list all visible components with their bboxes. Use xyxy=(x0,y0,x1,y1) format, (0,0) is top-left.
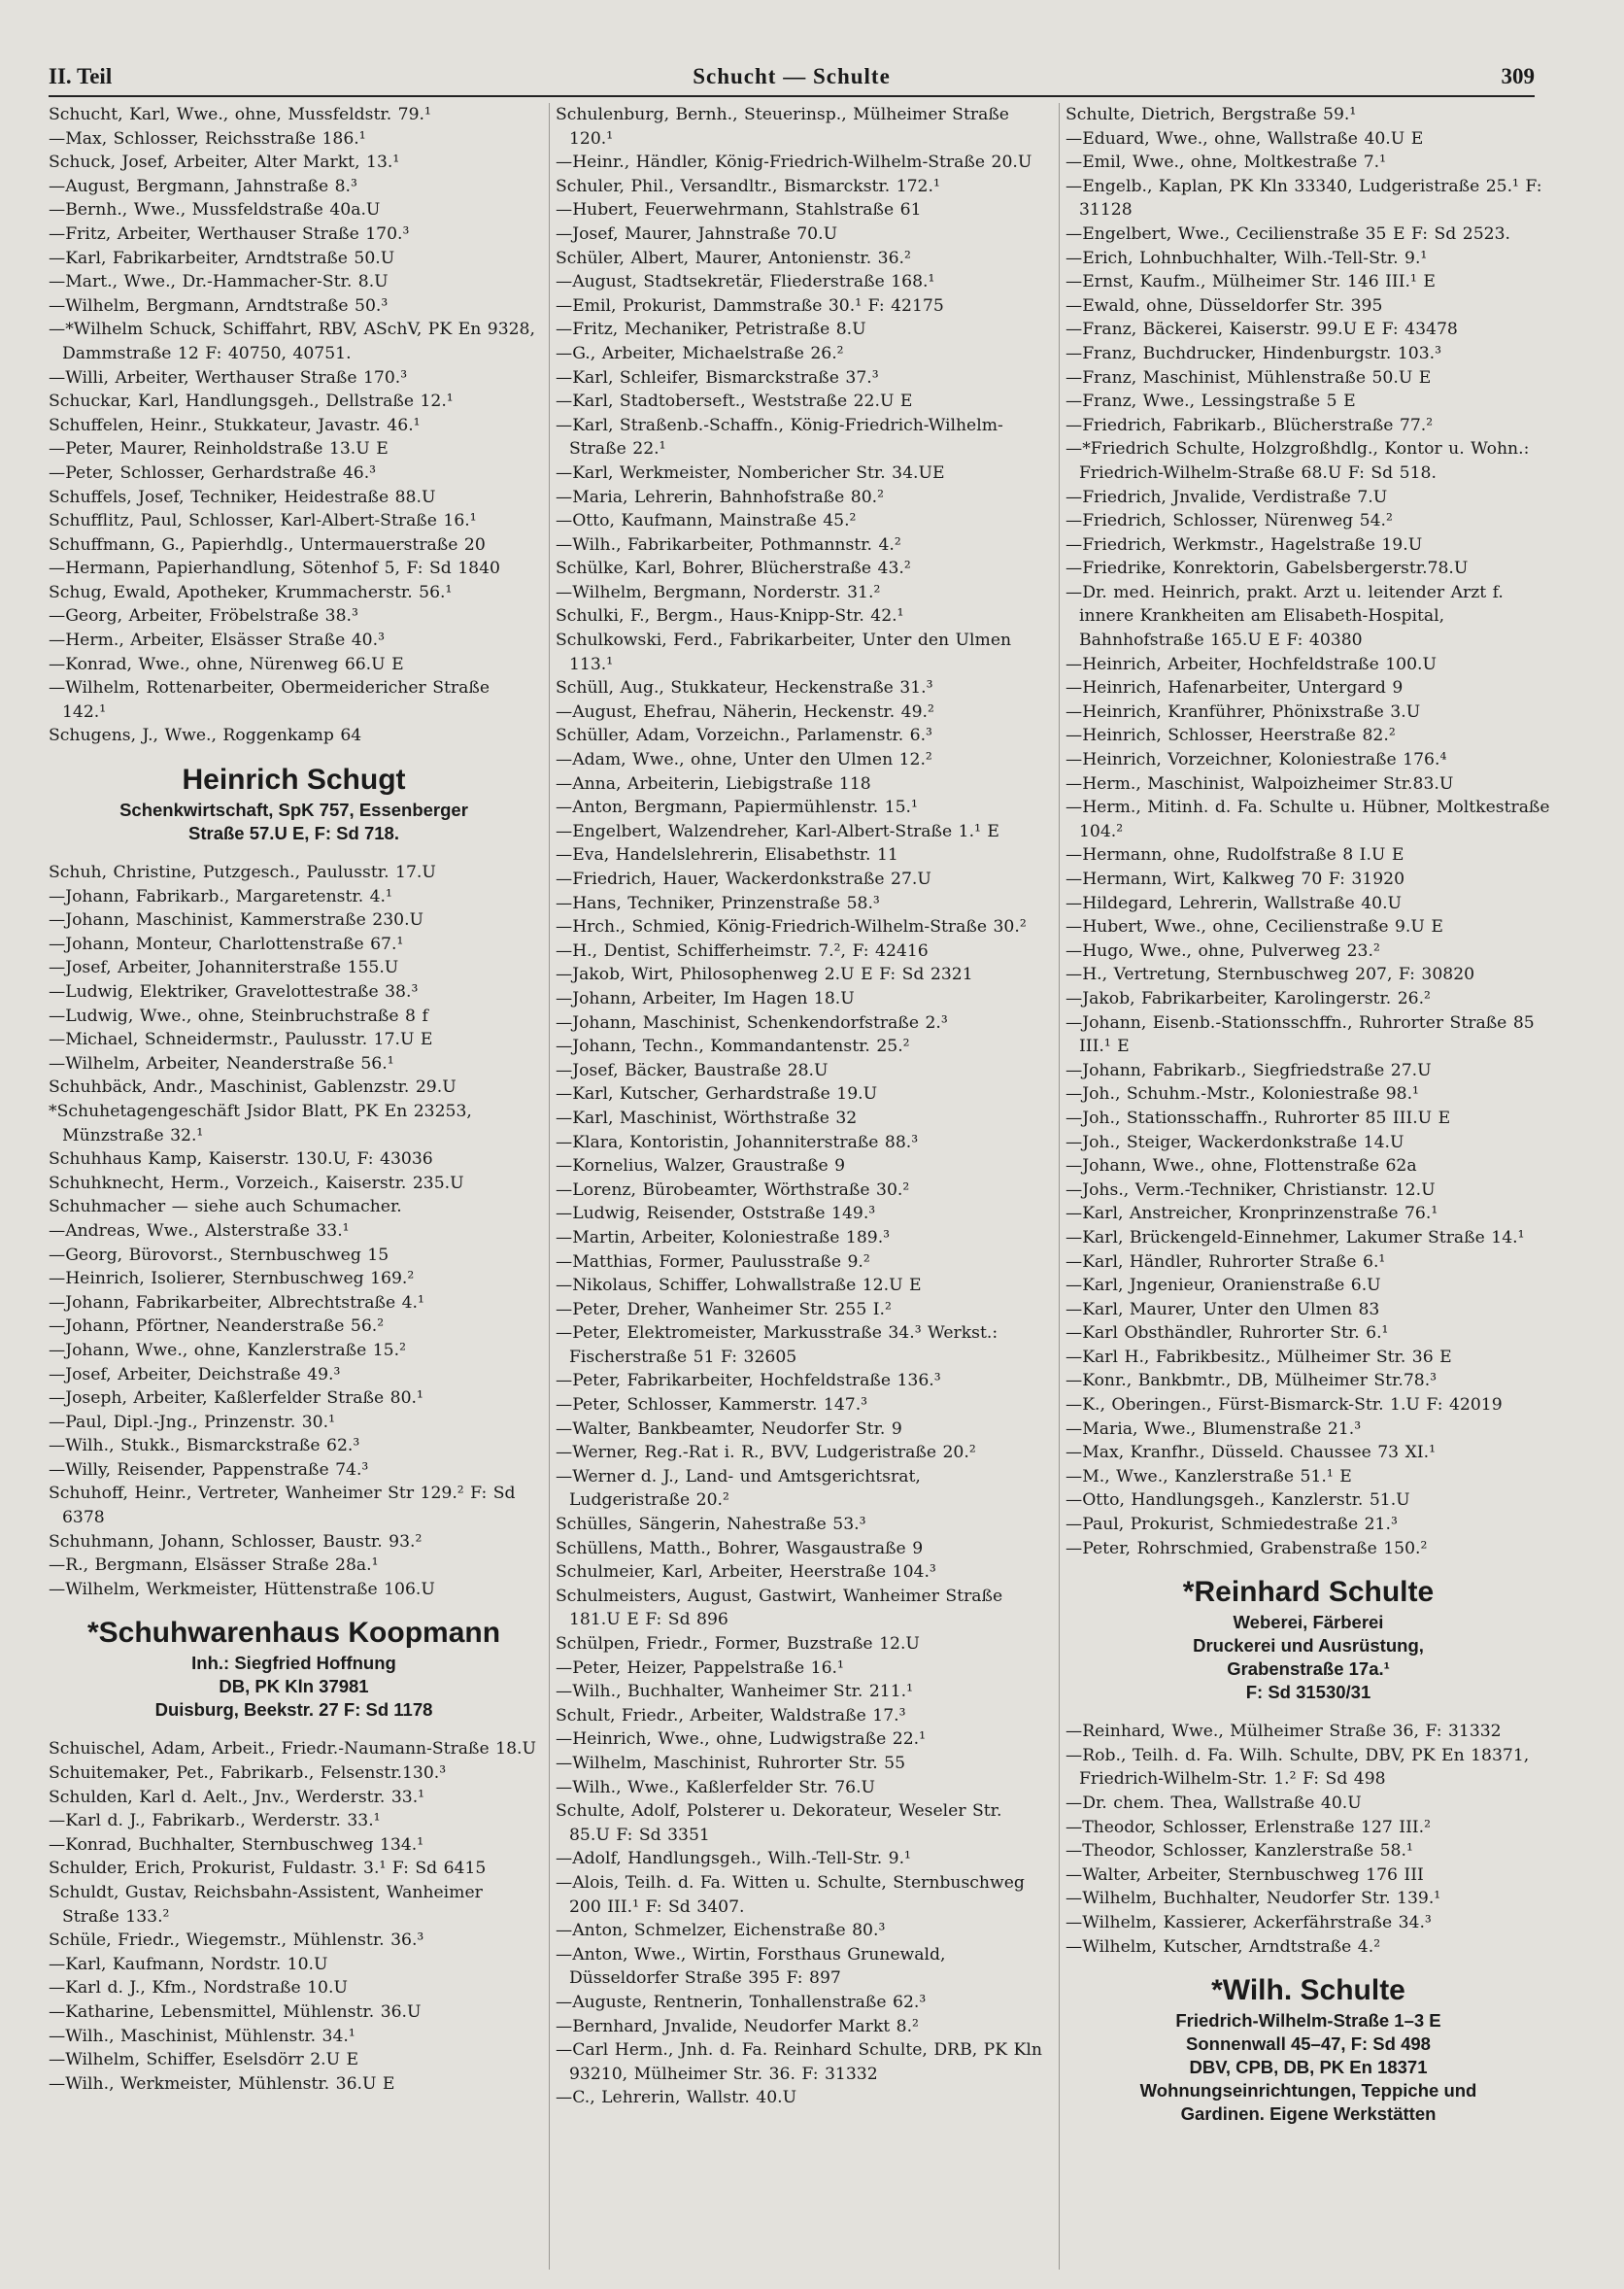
directory-entry: —Johs., Verm.-Techniker, Christianstr. 12.U xyxy=(1066,1179,1436,1200)
directory-entry: —Jakob, Wirt, Philosophenweg 2.U E F: Sd 2321 xyxy=(556,965,973,985)
directory-entry: —Werner, Reg.-Rat i. R., BVV, Ludgeristraße 20.² xyxy=(556,1443,976,1463)
advertisement-line: Schenkwirtschaft, SpK 757, Essenberger xyxy=(119,800,468,821)
directory-entry: —Fritz, Mechaniker, Petristraße 8.U xyxy=(556,320,866,340)
directory-entry: Schuldt, Gustav, Reichsbahn-Assistent, Wanheimer Straße 133.² xyxy=(49,1883,483,1927)
advertisement-title: Heinrich Schugt xyxy=(182,764,406,797)
directory-entry: —Hermann, Papierhandlung, Sötenhof 5, F: Sd 1840 xyxy=(49,559,500,579)
directory-entry: Schüler, Albert, Maurer, Antonienstr. 36.² xyxy=(556,248,911,268)
directory-entry: —Max, Schlosser, Reichsstraße 186.¹ xyxy=(49,128,366,149)
directory-entry: Schulmeier, Karl, Arbeiter, Heerstraße 104.³ xyxy=(556,1562,936,1583)
directory-entry: —Friedrich, Jnvalide, Verdistraße 7.U xyxy=(1066,487,1388,507)
directory-entry: —Johann, Maschinist, Kammerstraße 230.U xyxy=(49,910,424,931)
directory-entry: —Ewald, ohne, Düsseldorfer Str. 395 xyxy=(1066,295,1383,316)
advertisement-title: *Wilh. Schulte xyxy=(1211,1974,1405,2007)
directory-entry: —Max, Kranfhr., Düsseld. Chaussee 73 XI.¹ xyxy=(1066,1443,1436,1463)
directory-entry: Schuitemaker, Pet., Fabrikarb., Felsenstr.130.³ xyxy=(49,1763,447,1784)
directory-entry: —August, Ehefrau, Näherin, Heckenstr. 49.² xyxy=(556,701,934,722)
directory-entry: —Klara, Kontoristin, Johanniterstraße 88.³ xyxy=(556,1132,919,1152)
advertisement-line: F: Sd 31530/31 xyxy=(1245,1682,1371,1703)
directory-entry: —Andreas, Wwe., Alsterstraße 33.¹ xyxy=(49,1220,350,1241)
directory-entry: Schuffmann, G., Papierhdlg., Untermauerstraße 20 xyxy=(49,534,486,555)
directory-entry: —Rob., Teilh. d. Fa. Wilh. Schulte, DBV, PK En 18371, Friedrich-Wilhelm-Str. 1.² F: Sd 498 xyxy=(1066,1745,1530,1790)
directory-entry: Schuhoff, Heinr., Vertreter, Wanheimer Str 129.² F: Sd 6378 xyxy=(49,1484,516,1528)
directory-entry: —G., Arbeiter, Michaelstraße 26.² xyxy=(556,343,844,363)
directory-entry: —Hubert, Feuerwehrmann, Stahlstraße 61 xyxy=(556,200,922,221)
advertisement-line: Grabenstraße 17a.¹ xyxy=(1227,1658,1390,1680)
directory-entry: —Konrad, Buchhalter, Sternbuschweg 134.¹ xyxy=(49,1834,424,1855)
directory-entry: —Josef, Arbeiter, Johanniterstraße 155.U xyxy=(49,958,399,978)
directory-entry: —Adolf, Handlungsgeh., Wilh.-Tell-Str. 9.¹ xyxy=(556,1849,911,1869)
directory-entry: —Peter, Schlosser, Gerhardstraße 46.³ xyxy=(49,462,377,483)
directory-entry: Schuffelen, Heinr., Stukkateur, Javastr. 46.¹ xyxy=(49,415,421,435)
directory-entry: —Engelbert, Wwe., Cecilienstraße 35 E F: Sd 2523. xyxy=(1066,223,1510,244)
advertisement-title: *Schuhwarenhaus Koopmann xyxy=(86,1617,501,1650)
directory-entry: —Fritz, Arbeiter, Werthauser Straße 170.³ xyxy=(49,223,410,244)
directory-entry: —Michael, Schneidermstr., Paulusstr. 17.U E xyxy=(49,1030,433,1050)
directory-entry: —C., Lehrerin, Wallstr. 40.U xyxy=(556,2088,797,2108)
directory-entry: Schuckar, Karl, Handlungsgeh., Dellstraße 12.¹ xyxy=(49,392,454,412)
advertisement-line: Inh.: Siegfried Hoffnung xyxy=(191,1653,396,1674)
directory-entry: —Josef, Bäcker, Baustraße 28.U xyxy=(556,1060,829,1080)
directory-entry: —Franz, Buchdrucker, Hindenburgstr. 103.³ xyxy=(1066,343,1442,363)
directory-entry: —M., Wwe., Kanzlerstraße 51.¹ E xyxy=(1066,1466,1352,1486)
directory-entry: —Hugo, Wwe., ohne, Pulverweg 23.² xyxy=(1066,940,1380,961)
directory-entry: —Katharine, Lebensmittel, Mühlenstr. 36.U xyxy=(49,2001,422,2022)
directory-entry: —R., Bergmann, Elsässer Straße 28a.¹ xyxy=(49,1555,379,1576)
advertisement-line: DB, PK Kln 37981 xyxy=(219,1676,369,1697)
directory-entry: —Dr. med. Heinrich, prakt. Arzt u. leitender Arzt f. innere Krankheiten am Elisabeth-Hospital, Bahnhofstraße 165.U E F: 40380 xyxy=(1066,582,1504,651)
directory-entry: Schuischel, Adam, Arbeit., Friedr.-Naumann-Straße 18.U xyxy=(49,1739,536,1759)
directory-entry: Schulte, Adolf, Polsterer u. Dekorateur, Weseler Str. 85.U F: Sd 3351 xyxy=(556,1801,1002,1845)
advertisement-line: Duisburg, Beekstr. 27 F: Sd 1178 xyxy=(154,1699,433,1721)
directory-entry: —Friedrich, Werkmstr., Hagelstraße 19.U xyxy=(1066,534,1423,555)
directory-entry: —Bernhard, Jnvalide, Neudorfer Markt 8.² xyxy=(556,2016,919,2036)
page-number: 309 xyxy=(1501,64,1535,88)
directory-entry: —Anna, Arbeiterin, Liebigstraße 118 xyxy=(556,773,871,794)
directory-entry: —Otto, Kaufmann, Mainstraße 45.² xyxy=(556,511,857,531)
directory-entry: Schulden, Karl d. Aelt., Jnv., Werderstr. 33.¹ xyxy=(49,1787,425,1807)
directory-entry: —Engelb., Kaplan, PK Kln 33340, Ludgeristraße 25.¹ F: 31128 xyxy=(1066,176,1542,221)
directory-entry: —Johann, Fabrikarb., Siegfriedstraße 27.U xyxy=(1066,1060,1432,1080)
directory-entry: —Nikolaus, Schiffer, Lohwallstraße 12.U E xyxy=(556,1276,922,1296)
directory-entry: Schuhknecht, Herm., Vorzeich., Kaiserstr. 235.U xyxy=(49,1173,464,1193)
directory-entry: —August, Stadtsekretär, Fliederstraße 168.¹ xyxy=(556,272,935,292)
directory-entry: —Georg, Arbeiter, Fröbelstraße 38.³ xyxy=(49,606,358,627)
directory-entry: —Peter, Maurer, Reinholdstraße 13.U E xyxy=(49,439,389,460)
directory-entry: Schulki, F., Bergm., Haus-Knipp-Str. 42.¹ xyxy=(556,606,904,627)
advertisement xyxy=(49,1615,539,1722)
directory-entry: Schult, Friedr., Arbeiter, Waldstraße 17.³ xyxy=(556,1705,906,1725)
directory-entry: Schüller, Adam, Vorzeichn., Parlamenstr. 6.³ xyxy=(556,726,932,746)
directory-entry: —Martin, Arbeiter, Koloniestraße 189.³ xyxy=(556,1227,891,1247)
directory-entry: —Herm., Arbeiter, Elsässer Straße 40.³ xyxy=(49,631,385,651)
directory-entry: —Johann, Maschinist, Schenkendorfstraße 2.³ xyxy=(556,1012,948,1033)
directory-entry: —Wilhelm, Arbeiter, Neanderstraße 56.¹ xyxy=(49,1053,394,1074)
directory-entry: —Matthias, Former, Paulusstraße 9.² xyxy=(556,1251,870,1272)
directory-entry: —Otto, Handlungsgeh., Kanzlerstr. 51.U xyxy=(1066,1490,1410,1511)
advertisement-line: Straße 57.U E, F: Sd 718. xyxy=(188,823,399,844)
directory-entry: —Ludwig, Elektriker, Gravelottestraße 38.³ xyxy=(49,982,419,1002)
directory-entry: —Heinrich, Schlosser, Heerstraße 82.² xyxy=(1066,726,1396,746)
directory-entry: —Joh., Steiger, Wackerdonkstraße 14.U xyxy=(1066,1132,1404,1152)
directory-entry: Schugens, J., Wwe., Roggenkamp 64 xyxy=(49,726,362,746)
directory-entry: —Wilhelm, Buchhalter, Neudorfer Str. 139.¹ xyxy=(1066,1889,1441,1909)
directory-entry: —Wilhelm, Kassierer, Ackerfährstraße 34.³ xyxy=(1066,1912,1432,1932)
advertisement xyxy=(1066,1972,1551,2126)
directory-entry: —Anton, Bergmann, Papiermühlenstr. 15.¹ xyxy=(556,798,918,818)
directory-entry: —Karl, Maschinist, Wörthstraße 32 xyxy=(556,1108,858,1128)
directory-entry: —Hermann, ohne, Rudolfstraße 8 I.U E xyxy=(1066,845,1404,866)
directory-entry: —Alois, Teilh. d. Fa. Witten u. Schulte, Sternbuschweg 200 III.¹ F: Sd 3407. xyxy=(556,1872,1025,1917)
directory-entry: —Joseph, Arbeiter, Kaßlerfelder Straße 80.¹ xyxy=(49,1388,423,1409)
directory-entry: —Johann, Fabrikarb., Margaretenstr. 4.¹ xyxy=(49,886,392,906)
directory-entry: —Friedrike, Konrektorin, Gabelsbergerstr.78.U xyxy=(1066,559,1469,579)
directory-entry: —Heinrich, Hafenarbeiter, Untergard 9 xyxy=(1066,678,1404,699)
directory-entry: —Wilhelm, Kutscher, Arndtstraße 4.² xyxy=(1066,1936,1381,1957)
directory-entry: —Maria, Lehrerin, Bahnhofstraße 80.² xyxy=(556,487,884,507)
directory-entry: —*Friedrich Schulte, Holzgroßhdlg., Kontor u. Wohn.: Friedrich-Wilhelm-Straße 68.U F: Sd 518. xyxy=(1066,439,1530,483)
directory-entry: —Wilh., Stukk., Bismarckstraße 62.³ xyxy=(49,1436,360,1456)
advertisement-line: Wohnungseinrichtungen, Teppiche und xyxy=(1139,2080,1477,2101)
directory-entry: —Karl, Fabrikarbeiter, Arndtstraße 50.U xyxy=(49,248,395,268)
advertisement-line: Friedrich-Wilhelm-Straße 1–3 E xyxy=(1175,2010,1441,2032)
directory-entry: —Karl, Kutscher, Gerhardstraße 19.U xyxy=(556,1084,878,1105)
directory-entry: —Franz, Bäckerei, Kaiserstr. 99.U E F: 43478 xyxy=(1066,320,1458,340)
directory-entry: Schulenburg, Bernh., Steuerinsp., Mülheimer Straße 120.¹ xyxy=(556,105,1009,149)
directory-entry: —Wilh., Fabrikarbeiter, Pothmannstr. 4.² xyxy=(556,534,901,555)
directory-entry: —Heinrich, Wwe., ohne, Ludwigstraße 22.¹ xyxy=(556,1729,927,1750)
directory-entry: —Eduard, Wwe., ohne, Wallstraße 40.U E xyxy=(1066,128,1424,149)
directory-entry: —Eva, Handelslehrerin, Elisabethstr. 11 xyxy=(556,845,898,866)
directory-entry: —Herm., Maschinist, Walpoizheimer Str.83.U xyxy=(1066,773,1454,794)
column-3 xyxy=(1059,103,1551,2270)
directory-entry: —Reinhard, Wwe., Mülheimer Straße 36, F: 31332 xyxy=(1066,1722,1502,1742)
directory-entry: —Josef, Arbeiter, Deichstraße 49.³ xyxy=(49,1364,341,1384)
directory-entry: —Hans, Techniker, Prinzenstraße 58.³ xyxy=(556,893,880,913)
directory-entry: —Wilhelm, Rottenarbeiter, Obermeidericher Straße 142.¹ xyxy=(49,678,490,722)
directory-entry: —Wilh., Werkmeister, Mühlenstr. 36.U E xyxy=(49,2073,395,2094)
directory-entry: —Herm., Mitinh. d. Fa. Schulte u. Hübner, Moltkestraße 104.² xyxy=(1066,798,1550,841)
directory-entry: —Ernst, Kaufm., Mülheimer Str. 146 III.¹ E xyxy=(1066,272,1436,292)
directory-entry: —Heinrich, Kranführer, Phönixstraße 3.U xyxy=(1066,701,1421,722)
directory-entry: Schug, Ewald, Apotheker, Krummacherstr. 56.¹ xyxy=(49,582,453,602)
directory-entry: —Lorenz, Bürobeamter, Wörthstraße 30.² xyxy=(556,1179,910,1200)
directory-entry: —Emil, Prokurist, Dammstraße 30.¹ F: 42175 xyxy=(556,295,944,316)
directory-entry: Schülles, Sängerin, Nahestraße 53.³ xyxy=(556,1515,866,1535)
advertisement-line: Weberei, Färberei xyxy=(1233,1612,1384,1633)
directory-entry: —Heinrich, Vorzeichner, Koloniestraße 176.⁴ xyxy=(1066,750,1447,770)
directory-entry: —Walter, Arbeiter, Sternbuschweg 176 III xyxy=(1066,1864,1424,1885)
directory-entry: —Paul, Dipl.-Jng., Prinzenstr. 30.¹ xyxy=(49,1412,335,1432)
directory-entry: —Johann, Eisenb.-Stationsschffn., Ruhrorter Straße 85 III.¹ E xyxy=(1066,1012,1535,1057)
directory-entry: —Wilh., Buchhalter, Wanheimer Str. 211.¹ xyxy=(556,1682,914,1702)
directory-entry: —Hermann, Wirt, Kalkweg 70 F: 31920 xyxy=(1066,870,1405,889)
directory-entry: Schulmeisters, August, Gastwirt, Wanheimer Straße 181.U E F: Sd 896 xyxy=(556,1586,1003,1630)
directory-entry: —Johann, Techn., Kommandantenstr. 25.² xyxy=(556,1037,910,1057)
directory-entry: —Joh., Stationsschaffn., Ruhrorter 85 III.U E xyxy=(1066,1108,1451,1128)
directory-entry: Schufflitz, Paul, Schlosser, Karl-Albert-Straße 16.¹ xyxy=(49,511,477,531)
directory-entry: —Karl H., Fabrikbesitz., Mülheimer Str. 36 E xyxy=(1066,1347,1452,1367)
directory-entry: Schuhmann, Johann, Schlosser, Baustr. 93.² xyxy=(49,1531,423,1552)
directory-entry: —Johann, Fabrikarbeiter, Albrechtstraße 4.¹ xyxy=(49,1292,424,1313)
directory-entry: —Heinr., Händler, König-Friedrich-Wilhelm-Straße 20.U xyxy=(556,153,1032,173)
advertisement-line: Gardinen. Eigene Werkstätten xyxy=(1180,2103,1437,2125)
directory-entry: —Paul, Prokurist, Schmiedestraße 21.³ xyxy=(1066,1515,1398,1535)
column-2 xyxy=(549,103,1046,2270)
directory-entry: —Emil, Wwe., ohne, Moltkestraße 7.¹ xyxy=(1066,153,1387,173)
advertisement xyxy=(49,762,539,845)
directory-entry: —Johann, Monteur, Charlottenstraße 67.¹ xyxy=(49,934,404,954)
directory-entry: Schüle, Friedr., Wiegemstr., Mühlenstr. 36.³ xyxy=(49,1930,424,1951)
directory-entry: —Peter, Schlosser, Kammerstr. 147.³ xyxy=(556,1395,868,1416)
directory-entry: —Wilhelm, Bergmann, Norderstr. 31.² xyxy=(556,582,881,602)
directory-entry: —Ludwig, Wwe., ohne, Steinbruchstraße 8 f xyxy=(49,1006,428,1026)
directory-entry: *Schuhetagengeschäft Jsidor Blatt, PK En 23253, Münzstraße 32.¹ xyxy=(49,1101,472,1145)
directory-entry: —Friedrich, Schlosser, Nürenweg 54.² xyxy=(1066,511,1393,531)
directory-entry: Schüllens, Matth., Bohrer, Wasgaustraße 9 xyxy=(556,1538,924,1558)
directory-entry: —Karl d. J., Fabrikarb., Werderstr. 33.¹ xyxy=(49,1811,381,1831)
page-range-title: Schucht — Schulte xyxy=(693,64,891,88)
directory-entry: —Kornelius, Walzer, Graustraße 9 xyxy=(556,1156,846,1177)
directory-entry: —Hildegard, Lehrerin, Wallstraße 40.U xyxy=(1066,893,1403,913)
directory-entry: —Karl, Jngenieur, Oranienstraße 6.U xyxy=(1066,1276,1381,1296)
directory-entry: —Hrch., Schmied, König-Friedrich-Wilhelm-Straße 30.² xyxy=(556,917,1027,938)
directory-entry: —Werner d. J., Land- und Amtsgerichtsrat, Ludgeristraße 20.² xyxy=(556,1466,921,1511)
directory-entry: —Ludwig, Reisender, Oststraße 149.³ xyxy=(556,1204,876,1224)
directory-entry: —Konr., Bankbmtr., DB, Mülheimer Str.78.³ xyxy=(1066,1371,1438,1391)
directory-entry: —Hubert, Wwe., ohne, Cecilienstraße 9.U E xyxy=(1066,917,1443,938)
directory-entry: —Adam, Wwe., ohne, Unter den Ulmen 12.² xyxy=(556,750,932,770)
directory-entry: —Franz, Wwe., Lessingstraße 5 E xyxy=(1066,392,1356,412)
section-label: II. Teil xyxy=(49,64,113,88)
directory-entry: —Engelbert, Walzendreher, Karl-Albert-Straße 1.¹ E xyxy=(556,821,999,841)
directory-entry: —Bernh., Wwe., Mussfeldstraße 40a.U xyxy=(49,200,381,221)
directory-entry: —Peter, Dreher, Wanheimer Str. 255 I.² xyxy=(556,1299,892,1319)
directory-entry: —Karl, Stadtoberseft., Weststraße 22.U E xyxy=(556,392,913,412)
directory-entry: Schulte, Dietrich, Bergstraße 59.¹ xyxy=(1066,105,1357,124)
column-1 xyxy=(49,103,539,2270)
directory-entry: —Johann, Wwe., ohne, Flottenstraße 62a xyxy=(1066,1156,1417,1177)
directory-entry: —Wilh., Maschinist, Mühlenstr. 34.¹ xyxy=(49,2026,355,2046)
directory-entry: —Wilhelm, Werkmeister, Hüttenstraße 106.U xyxy=(49,1579,435,1599)
directory-entry: —Auguste, Rentnerin, Tonhallenstraße 62.³ xyxy=(556,1992,927,2012)
directory-entry: —Peter, Heizer, Pappelstraße 16.¹ xyxy=(556,1657,844,1678)
directory-entry: —Dr. chem. Thea, Wallstraße 40.U xyxy=(1066,1794,1362,1813)
directory-entry: Schuck, Josef, Arbeiter, Alter Markt, 13.¹ xyxy=(49,153,400,173)
advertisement-line: Druckerei und Ausrüstung, xyxy=(1193,1635,1424,1657)
directory-entry: —Heinrich, Arbeiter, Hochfeldstraße 100.U xyxy=(1066,654,1438,674)
directory-entry: —Heinrich, Isolierer, Sternbuschweg 169.² xyxy=(49,1269,415,1289)
directory-entry: —Theodor, Schlosser, Erlenstraße 127 III.² xyxy=(1066,1817,1432,1837)
directory-entry: —Franz, Maschinist, Mühlenstraße 50.U E xyxy=(1066,367,1432,388)
directory-entry: Schuhmacher — siehe auch Schumacher. xyxy=(49,1197,402,1217)
directory-entry: —Karl, Maurer, Unter den Ulmen 83 xyxy=(1066,1299,1380,1319)
directory-entry: —Anton, Wwe., Wirtin, Forsthaus Grunewald, Düsseldorfer Straße 395 F: 897 xyxy=(556,1944,946,1989)
directory-entry: —Friedrich, Hauer, Wackerdonkstraße 27.U xyxy=(556,870,931,889)
directory-entry: Schuffels, Josef, Techniker, Heidestraße 88.U xyxy=(49,487,436,507)
directory-entry: —Karl, Straßenb.-Schaffn., König-Friedrich-Wilhelm-Straße 22.¹ xyxy=(556,415,1003,460)
directory-entry: —Willi, Arbeiter, Werthauser Straße 170.³ xyxy=(49,367,408,388)
directory-entry: —Karl, Kaufmann, Nordstr. 10.U xyxy=(49,1954,328,1974)
directory-entry: Schüll, Aug., Stukkateur, Heckenstraße 31.³ xyxy=(556,678,933,699)
directory-entry: —H., Dentist, Schifferheimstr. 7.², F: 42416 xyxy=(556,940,929,961)
directory-entry: —Erich, Lohnbuchhalter, Wilh.-Tell-Str. 9.¹ xyxy=(1066,248,1428,268)
advertisement-line: Sonnenwall 45–47, F: Sd 498 xyxy=(1186,2033,1431,2055)
directory-entry: —H., Vertretung, Sternbuschweg 207, F: 30820 xyxy=(1066,965,1475,985)
directory-entry: Schucht, Karl, Wwe., ohne, Mussfeldstr. 79.¹ xyxy=(49,105,431,124)
directory-entry: —Wilhelm, Maschinist, Ruhrorter Str. 55 xyxy=(556,1753,906,1773)
directory-entry: —Wilhelm, Bergmann, Arndtstraße 50.³ xyxy=(49,295,389,316)
directory-entry: —Johann, Arbeiter, Im Hagen 18.U xyxy=(556,988,855,1008)
directory-entry: —Willy, Reisender, Pappenstraße 74.³ xyxy=(49,1459,369,1480)
directory-entry: —Friedrich, Fabrikarb., Blücherstraße 77.² xyxy=(1066,415,1434,435)
directory-entry: —K., Oberingen., Fürst-Bismarck-Str. 1.U F: 42019 xyxy=(1066,1395,1503,1416)
advertisement-line: DBV, CPB, DB, PK En 18371 xyxy=(1189,2057,1428,2078)
directory-entry: —*Wilhelm Schuck, Schiffahrt, RBV, ASchV, PK En 9328, Dammstraße 12 F: 40750, 40751. xyxy=(49,320,535,363)
directory-entry: —Peter, Rohrschmied, Grabenstraße 150.² xyxy=(1066,1538,1428,1558)
directory-entry: Schuhbäck, Andr., Maschinist, Gablenzstr. 29.U xyxy=(49,1077,457,1098)
advertisement xyxy=(1066,1574,1551,1704)
directory-entry: —Konrad, Wwe., ohne, Nürenweg 66.U E xyxy=(49,654,404,674)
directory-entry: —Jakob, Fabrikarbeiter, Karolingerstr. 26.² xyxy=(1066,988,1431,1008)
advertisement-title: *Reinhard Schulte xyxy=(1182,1576,1435,1609)
directory-entry: —Karl, Brückengeld-Einnehmer, Lakumer Straße 14.¹ xyxy=(1066,1227,1525,1247)
directory-entry: Schulkowski, Ferd., Fabrikarbeiter, Unter den Ulmen 113.¹ xyxy=(556,631,1012,674)
directory-entry: —Theodor, Schlosser, Kanzlerstraße 58.¹ xyxy=(1066,1841,1413,1862)
directory-entry: —Karl, Anstreicher, Kronprinzenstraße 76.¹ xyxy=(1066,1204,1438,1224)
directory-entry: —Walter, Bankbeamter, Neudorfer Str. 9 xyxy=(556,1418,902,1439)
directory-entry: —Anton, Schmelzer, Eichenstraße 80.³ xyxy=(556,1921,886,1941)
directory-entry: —Karl, Händler, Ruhrorter Straße 6.¹ xyxy=(1066,1251,1386,1272)
directory-entry: —Wilhelm, Schiffer, Eselsdörr 2.U E xyxy=(49,2050,359,2070)
directory-entry: —Georg, Bürovorst., Sternbuschweg 15 xyxy=(49,1245,389,1265)
directory-entry: —Johann, Pförtner, Neanderstraße 56.² xyxy=(49,1316,385,1337)
directory-entry: Schuler, Phil., Versandltr., Bismarckstr. 172.¹ xyxy=(556,176,940,196)
directory-entry: —Carl Herm., Jnh. d. Fa. Reinhard Schulte, DRB, PK Kln 93210, Mülheimer Str. 36. F: 31332 xyxy=(556,2040,1042,2084)
directory-entry: —Joh., Schuhm.-Mstr., Koloniestraße 98.¹ xyxy=(1066,1084,1419,1105)
directory-entry: —Wilh., Wwe., Kaßlerfelder Str. 76.U xyxy=(556,1777,876,1797)
directory-entry: —Johann, Wwe., ohne, Kanzlerstraße 15.² xyxy=(49,1340,406,1360)
page-header xyxy=(49,62,1535,97)
directory-entry: Schülke, Karl, Bohrer, Blücherstraße 43.² xyxy=(556,559,911,579)
directory-entry: Schulder, Erich, Prokurist, Fuldastr. 3.¹ F: Sd 6415 xyxy=(49,1859,487,1879)
directory-entry: —August, Bergmann, Jahnstraße 8.³ xyxy=(49,176,357,196)
directory-entry: Schuhhaus Kamp, Kaiserstr. 130.U, F: 43036 xyxy=(49,1149,433,1170)
directory-entry: —Karl, Schleifer, Bismarckstraße 37.³ xyxy=(556,367,879,388)
directory-entry: —Mart., Wwe., Dr.-Hammacher-Str. 8.U xyxy=(49,272,389,292)
directory-entry: —Karl d. J., Kfm., Nordstraße 10.U xyxy=(49,1978,348,1999)
directory-entry: Schuh, Christine, Putzgesch., Paulusstr. 17.U xyxy=(49,863,436,883)
directory-entry: —Peter, Fabrikarbeiter, Hochfeldstraße 136.³ xyxy=(556,1371,941,1391)
directory-entry: —Karl Obsthändler, Ruhrorter Str. 6.¹ xyxy=(1066,1323,1389,1344)
directory-entry: —Karl, Werkmeister, Nombericher Str. 34.UE xyxy=(556,462,945,483)
directory-entry: Schülpen, Friedr., Former, Buzstraße 12.U xyxy=(556,1634,920,1654)
directory-entry: —Peter, Elektromeister, Markusstraße 34.³ Werkst.: Fischerstraße 51 F: 32605 xyxy=(556,1323,998,1367)
directory-entry: —Maria, Wwe., Blumenstraße 21.³ xyxy=(1066,1418,1362,1439)
directory-entry: —Josef, Maurer, Jahnstraße 70.U xyxy=(556,223,838,244)
